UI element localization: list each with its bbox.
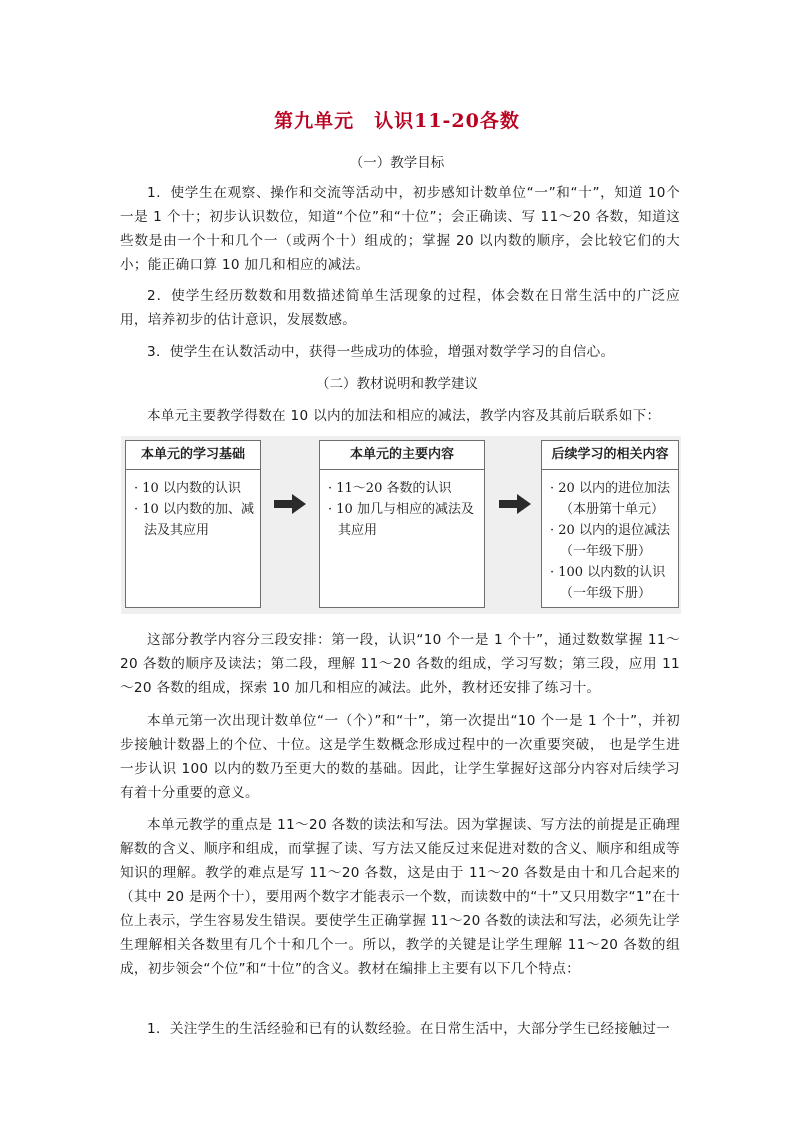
section-heading-materials: （二）教材说明和教学建议 [316, 376, 478, 392]
diagram-list-item: · 10 以内数的认识 [134, 481, 241, 496]
diagram-box-title: 后续学习的相关内容 [542, 441, 678, 470]
body-paragraph-2: 本单元第一次出现计数单位“一（个）”和“十”，第一次提出“10 个一是 1 个十”，并初步接触计数器上的个位、十位。这是学生数概念形成过程中的一次重要突破， 也是学生进一步认识 100 以内的数乃至更大的数的基础。因此，让学生掌握好这部分内容对后续学习有着十分重要的意义。 [120, 713, 680, 801]
goal-paragraph-1: 1．使学生在观察、操作和交流等活动中，初步感知计数单位“一”和“十”，知道 10个一是 1 个十；初步认识数位，知道“个位”和“十位”；会正确读、写 11～20 各数，知道这些数是由一个十和几个一（或两个十）组成的；掌握 20 以内数的顺序，会比较它们的大小；能正确口算 10 加几和相应的减法。 [120, 185, 680, 273]
diagram-list-item: · 20 以内的退位减法（一年级下册） [550, 523, 670, 559]
body-paragraph-4: 1．关注学生的生活经验和已有的认数经验。在日常生活中，大部分学生已经接触过一 [147, 1021, 671, 1037]
diagram-box-followup [541, 440, 679, 608]
diagram-box-foundation [125, 440, 261, 608]
goal-paragraph-2: 2．使学生经历数数和用数描述简单生活现象的过程，体会数在日常生活中的广泛应用，培养初步的估计意识，发展数感。 [120, 288, 680, 328]
content-relation-diagram [121, 436, 681, 614]
diagram-box-list [542, 470, 678, 604]
diagram-list-item: · 100 以内数的认识（一年级下册） [550, 565, 666, 601]
diagram-list-item: · 10 以内数的加、减法及其应用 [134, 502, 254, 538]
intro-paragraph: 本单元主要教学得数在 10 以内的加法和相应的减法，教学内容及其前后联系如下： [147, 408, 661, 424]
diagram-box-main-content [319, 440, 485, 608]
diagram-box-title: 本单元的主要内容 [320, 441, 484, 470]
body-paragraph-3: 本单元教学的重点是 11～20 各数的读法和写法。因为掌握读、写方法的前提是正确理解数的含义、顺序和组成，而掌握了读、写方法又能反过来促进对数的含义、顺序和组成等知识的理解。教学的难点是写 11～20 各数，这是由于 11～20 各数是由十和几合起来的（其中 20 是两个十），要用两个数字才能表示一个数，而读数中的“十”又只用数字“1”在十位上表示，学生容易发生错误。要使学生正确掌握 11～20 各数的读法和写法，必须先让学生理解相关各数里有几个十和几个一。所以，教学的关键是让学生理解 11～20 各数的组成，初步领会“个位”和“十位”的含义。教材在编排上主要有以下几个特点： [120, 817, 680, 977]
diagram-box-list [320, 470, 484, 541]
diagram-list-item: · 11～20 各数的认识 [328, 481, 452, 496]
right-arrow-icon [274, 494, 306, 514]
section-heading-goals: （一）教学目标 [349, 155, 445, 171]
right-arrow-icon [499, 494, 531, 514]
diagram-box-title: 本单元的学习基础 [126, 441, 260, 470]
diagram-list-item: · 10 加几与相应的减法及其应用 [328, 502, 474, 538]
body-paragraph-1: 这部分教学内容分三段安排：第一段，认识“10 个一是 1 个十”，通过数数掌握 11～20 各数的顺序及读法；第二段，理解 11～20 各数的组成，学习写数；第三段，应用 11～20 各数的组成，探索 10 加几和相应的减法。此外，教材还安排了练习十。 [120, 632, 680, 696]
page-title: 第九单元 认识11-20各数 [274, 110, 520, 132]
goal-paragraph-3: 3．使学生在认数活动中，获得一些成功的体验，增强对数学学习的自信心。 [147, 344, 615, 360]
diagram-box-list [126, 470, 260, 541]
diagram-list-item: · 20 以内的进位加法（本册第十单元） [550, 481, 670, 517]
